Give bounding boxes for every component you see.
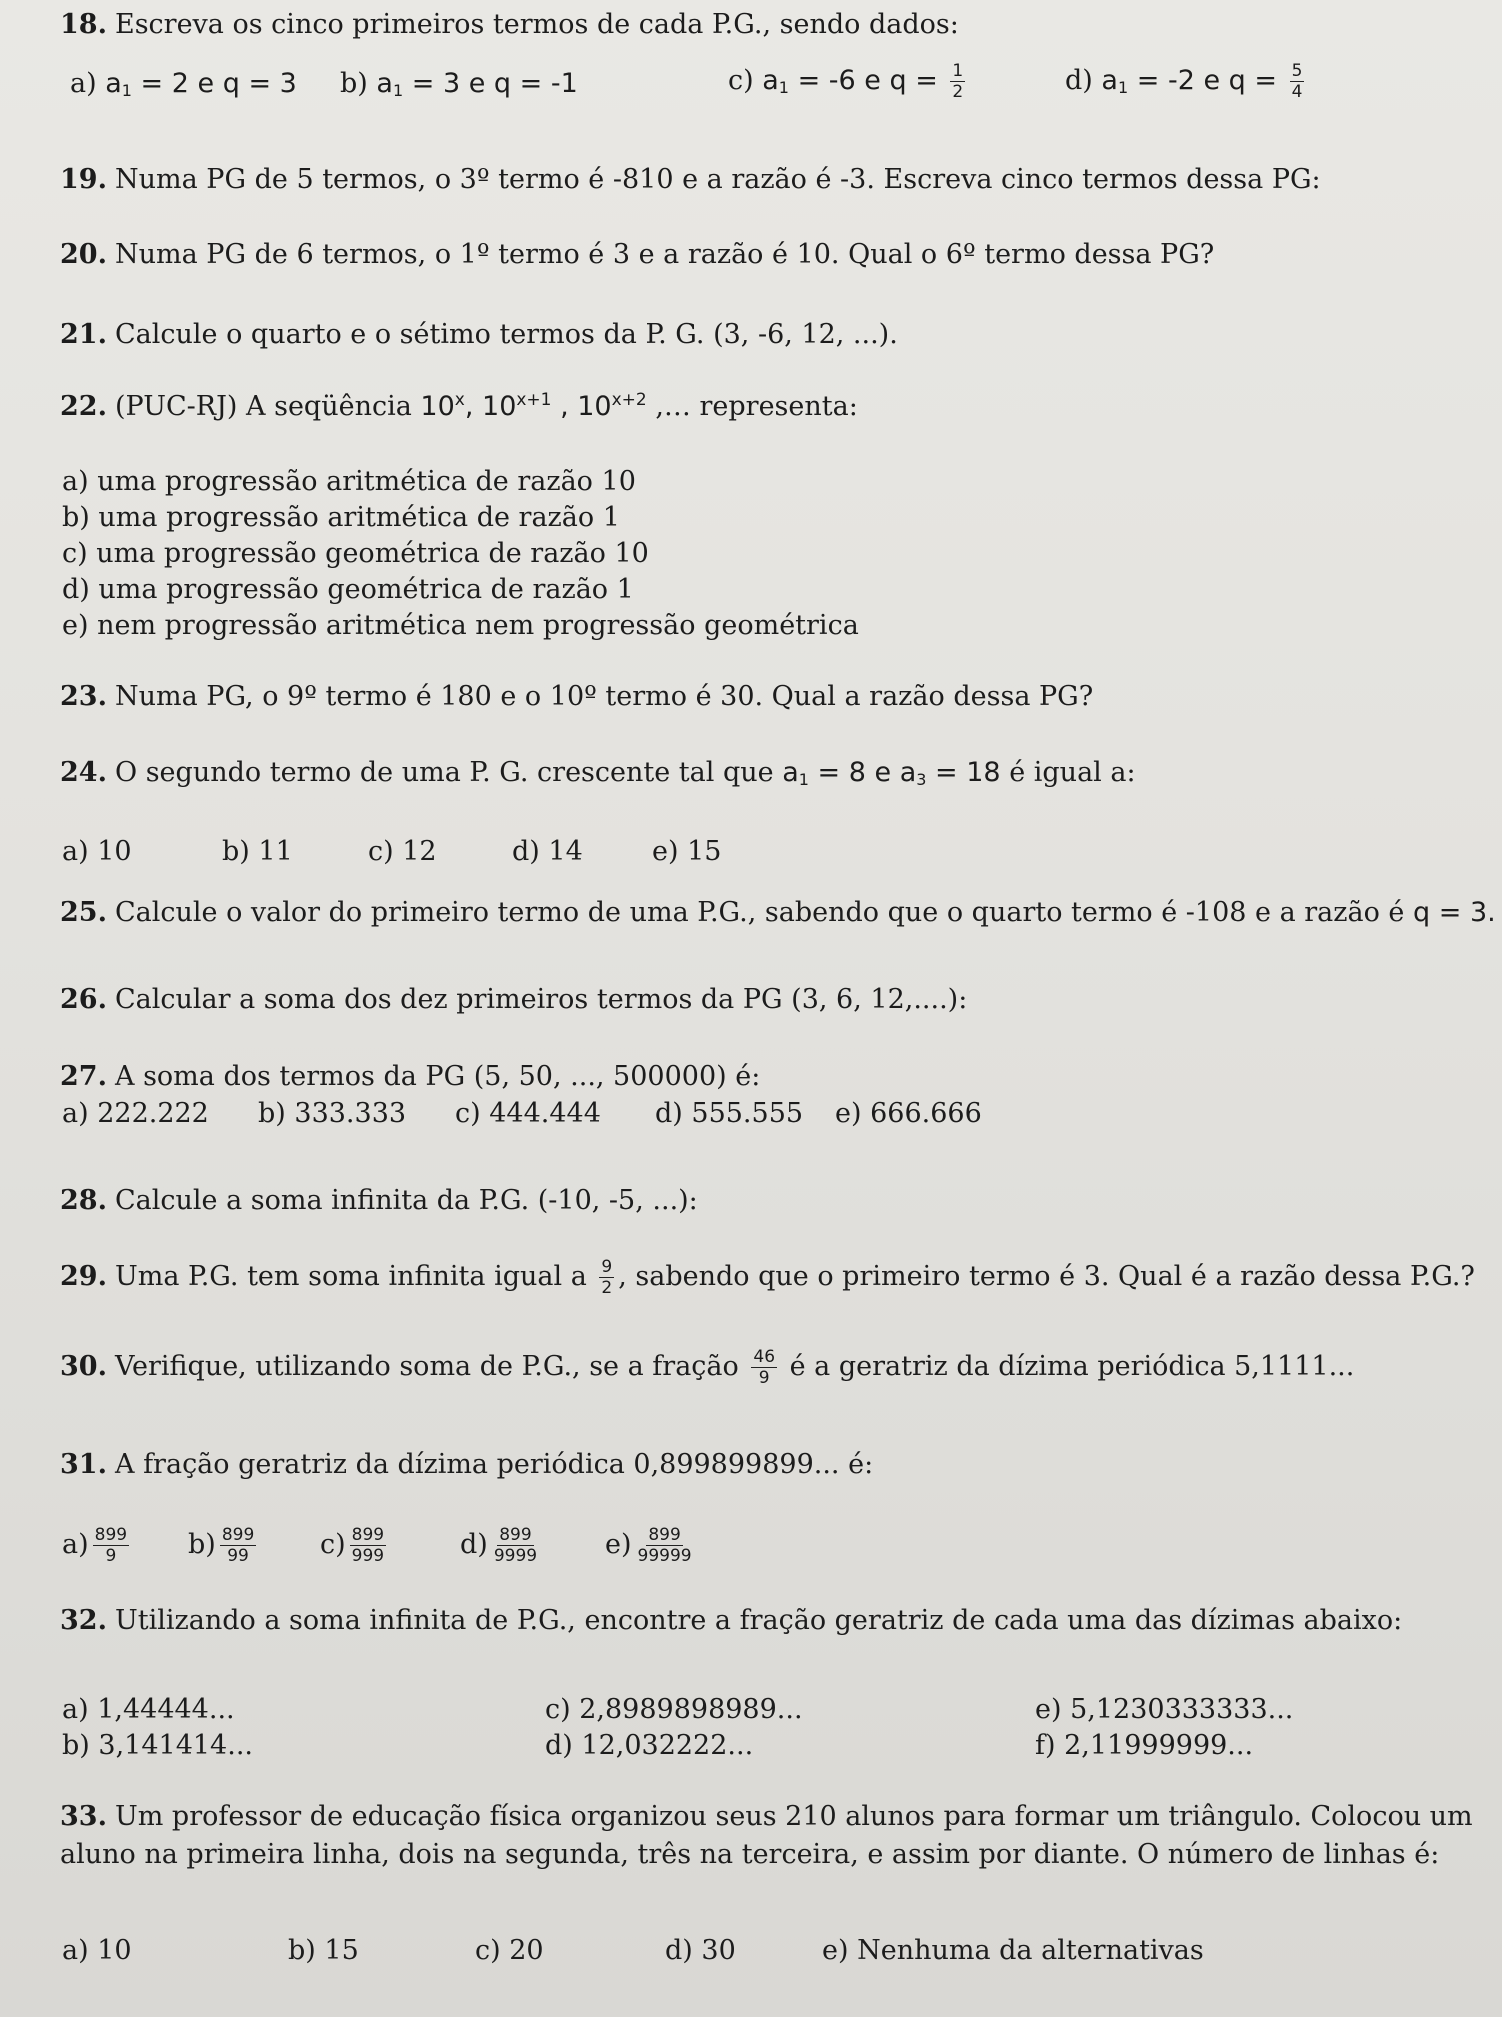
question-26: 26. Calcular a soma dos dez primeiros termos da PG (3, 6, 12,....): (60, 984, 968, 1015)
option-27e: e) 666.666 (835, 1098, 982, 1129)
question-number: 18. (60, 9, 107, 40)
fraction: $\frac{1}{2}$ (952, 61, 964, 102)
option-33b: b) 15 (288, 1935, 359, 1966)
option-31b: b) $\frac{899}{99}$ (188, 1525, 255, 1566)
option-22d: d) uma progressão geométrica de razão 1 (62, 574, 634, 605)
question-24: 24. O segundo termo de uma P. G. crescente tal que $a_1 = 8$ e $a_3 = 18$ é igual a: (60, 757, 1136, 789)
question-18 (60, 8, 1482, 42)
option-24a: a) 10 (62, 836, 132, 867)
option-24e: e) 15 (652, 836, 722, 867)
question-23: 23. Numa PG, o 9º termo é 180 e o 10º termo é 30. Qual a razão dessa PG? (60, 681, 1094, 712)
question-31: 31. A fração geratriz da dízima periódica 0,899899899... é: (60, 1449, 874, 1480)
fraction: $\frac{46}{9}$ (753, 1347, 776, 1388)
option-24b: b) 11 (222, 836, 293, 867)
option-22e: e) nem progressão aritmética nem progressão geométrica (62, 610, 859, 641)
question-22: 22. (PUC-RJ) A seqüência 10$^x$, $10^{x+1}$ , $10^{x+2}$ ,… representa: (60, 390, 858, 422)
option-27a: a) 222.222 (62, 1098, 209, 1129)
option-27d: d) 555.555 (655, 1098, 804, 1129)
option-18d: d) $a_1 = -2$ e q = $\frac{5}{4}$ (1065, 61, 1303, 102)
option-24c: c) 12 (368, 836, 437, 867)
option-18a: a) $a_1 = 2$ e q = 3 (70, 68, 297, 100)
option-33a: a) 10 (62, 1935, 132, 1966)
question-28: 28. Calcule a soma infinita da P.G. (-10, -5, ...): (60, 1185, 698, 1216)
option-32d: d) 12,032222... (545, 1730, 754, 1761)
question-21: 21. Calcule o quarto e o sétimo termos da P. G. (3, -6, 12, ...). (60, 319, 898, 350)
question-32: 32. Utilizando a soma infinita de P.G., encontre a fração geratriz de cada uma das dízimas abaixo: (60, 1605, 1403, 1636)
option-32a: a) 1,44444... (62, 1694, 235, 1725)
option-24d: d) 14 (512, 836, 583, 867)
option-27b: b) 333.333 (258, 1098, 407, 1129)
question-30: 30. Verifique, utilizando soma de P.G., se a fração $\frac{46}{9}$ é a geratriz da dízima periódica 5,1111... (60, 1347, 1355, 1388)
option-18c: c) $a_1 = -6$ e q = $\frac{1}{2}$ (728, 61, 964, 102)
option-31a: a) $\frac{899}{9}$ (62, 1525, 128, 1566)
option-33e: e) Nenhuma da alternativas (822, 1935, 1204, 1966)
option-31c: c) $\frac{899}{999}$ (320, 1525, 385, 1566)
option-33c: c) 20 (475, 1935, 544, 1966)
question-20: 20. Numa PG de 6 termos, o 1º termo é 3 e a razão é 10. Qual o 6º termo dessa PG? (60, 239, 1215, 270)
option-22b: b) uma progressão aritmética de razão 1 (62, 502, 620, 533)
option-31d: d) $\frac{899}{9999}$ (460, 1525, 538, 1566)
option-33d: d) 30 (665, 1935, 736, 1966)
option-32c: c) 2,8989898989... (545, 1694, 803, 1725)
question-29: 29. Uma P.G. tem soma infinita igual a $\frac{9}{2}$ , sabendo que o primeiro termo é 3. Qual é a razão dessa P.G.? (60, 1257, 1475, 1298)
question-text: Escreva os cinco primeiros termos de cada P.G., sendo dados: (114, 9, 959, 40)
question-27: 27. A soma dos termos da PG (5, 50, ..., 500000) é: (60, 1061, 761, 1092)
option-32e: e) 5,1230333333... (1035, 1694, 1294, 1725)
option-31e: e) $\frac{899}{99999}$ (605, 1525, 692, 1566)
question-33: 33. Um professor de educação física organizou seus 210 alunos para formar um triângulo. Colocou um (60, 1801, 1473, 1832)
option-22c: c) uma progressão geométrica de razão 10 (62, 538, 649, 569)
option-32b: b) 3,141414... (62, 1730, 253, 1761)
option-32f: f) 2,11999999... (1035, 1730, 1254, 1761)
option-27c: c) 444.444 (455, 1098, 601, 1129)
fraction: $\frac{5}{4}$ (1291, 61, 1303, 102)
question-19: 19. Numa PG de 5 termos, o 3º termo é -810 e a razão é -3. Escreva cinco termos dessa PG: (60, 164, 1321, 195)
fraction: $\frac{9}{2}$ (601, 1257, 613, 1298)
option-18b: b) $a_1 = 3$ e q = -1 (340, 68, 578, 100)
question-33-line2: aluno na primeira linha, dois na segunda, três na terceira, e assim por diante. O número de linhas é: (60, 1839, 1440, 1870)
option-22a: a) uma progressão aritmética de razão 10 (62, 466, 636, 497)
question-25: 25. Calcule o valor do primeiro termo de uma P.G., sabendo que o quarto termo é -108 e a razão é q = 3. (60, 897, 1496, 928)
